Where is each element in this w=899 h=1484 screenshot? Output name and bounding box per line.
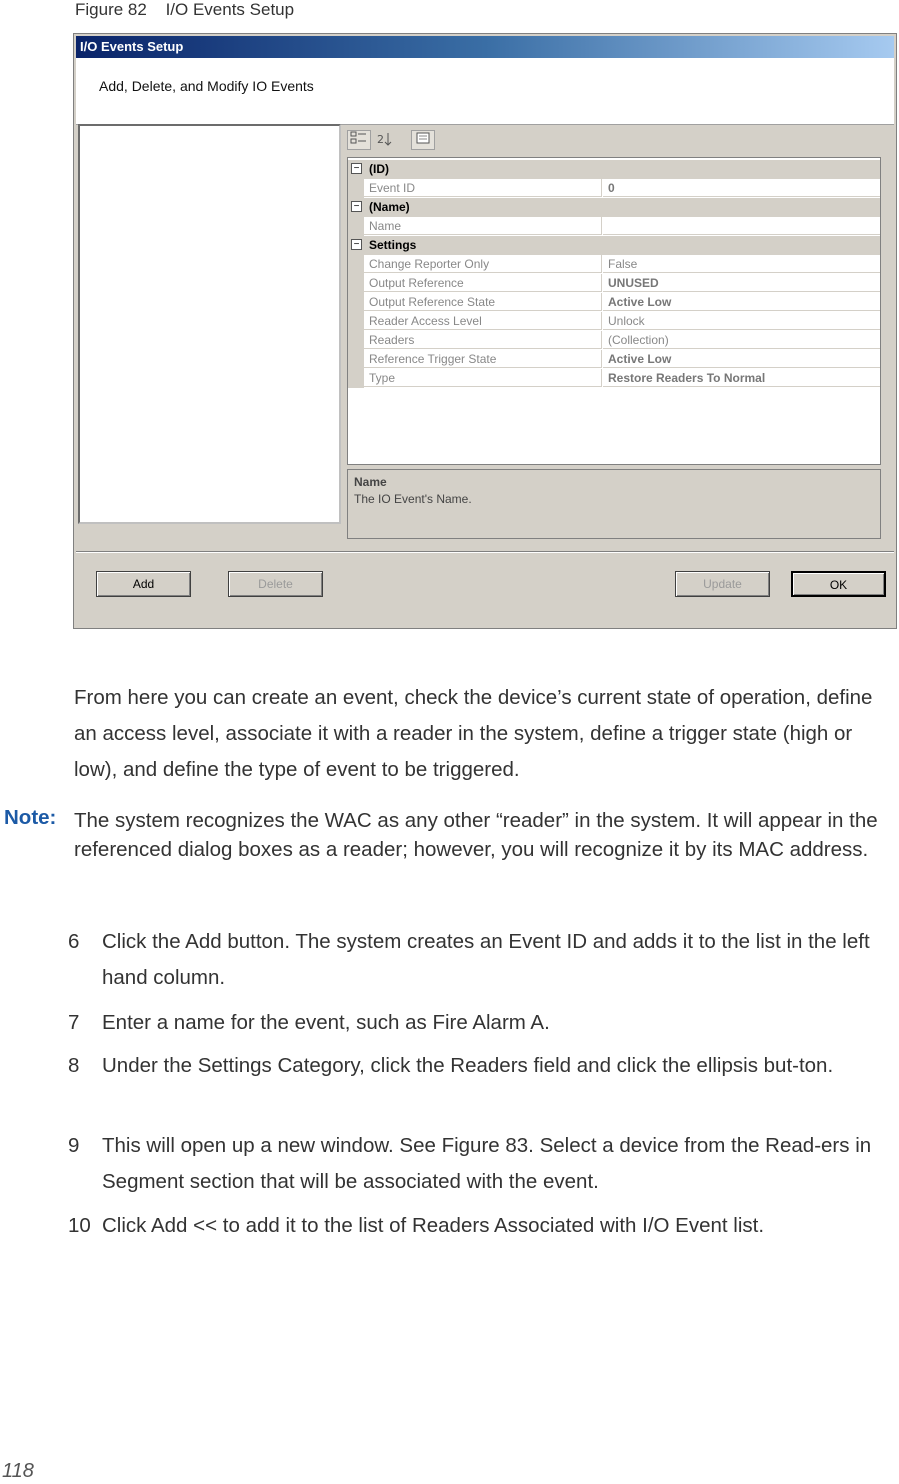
property-name: Event ID (364, 179, 602, 197)
property-row-output-reference-state[interactable] (348, 293, 880, 312)
property-row-event-id[interactable] (348, 179, 880, 198)
step-item (68, 1005, 893, 1041)
figure-caption (75, 0, 294, 20)
property-name: Name (364, 217, 602, 235)
categorized-icon[interactable] (347, 130, 371, 150)
step-number: 6 (68, 930, 80, 953)
step-text: Under the Settings Category, click the Readers field and click the ellipsis but-ton. (102, 1054, 834, 1077)
figure-title: I/O Events Setup (165, 0, 295, 19)
event-list[interactable] (78, 124, 341, 524)
property-row-reference-trigger-state[interactable] (348, 350, 880, 369)
step-item (68, 1208, 893, 1244)
category-settings[interactable]: − Settings (348, 236, 880, 255)
figure-number: Figure 82 (75, 0, 147, 19)
property-name: Reference Trigger State (364, 350, 602, 368)
dialog-header (76, 58, 894, 125)
step-number: 9 (68, 1134, 80, 1157)
body-paragraph: From here you can create an event, check the device’s current state of operation, define an access level, associate it with a reader in the system, define a trigger state (high or low), and define the type of event to be triggered. (74, 686, 873, 781)
property-name: Readers (364, 331, 602, 349)
step-number: 8 (68, 1054, 80, 1077)
description-text: The IO Event's Name. (354, 492, 472, 506)
ok-button[interactable]: OK (791, 571, 886, 597)
property-value[interactable]: Active Low (603, 293, 880, 311)
step-item (68, 1128, 893, 1200)
note-text: The system recognizes the WAC as any other “reader” in the system. It will appear in the referenced dialog boxes as a reader; however, you will recognize it by its MAC address. (74, 809, 878, 861)
property-value[interactable]: 0 (603, 179, 880, 197)
property-value[interactable]: False (603, 255, 880, 273)
delete-button[interactable]: Delete (228, 571, 323, 597)
property-row-name[interactable] (348, 217, 880, 236)
description-title: Name (354, 475, 387, 489)
step-item (68, 924, 893, 996)
sort-alphabetical-icon[interactable] (373, 130, 397, 150)
property-value[interactable]: (Collection) (603, 331, 880, 349)
add-button[interactable]: Add (96, 571, 191, 597)
note-label: Note: (4, 806, 57, 829)
update-button[interactable]: Update (675, 571, 770, 597)
property-name: Type (364, 369, 602, 387)
dialog-subtitle: Add, Delete, and Modify IO Events (99, 78, 314, 94)
property-pages-icon[interactable] (411, 130, 435, 150)
property-name: Reader Access Level (364, 312, 602, 330)
property-row-reader-access-level[interactable] (348, 312, 880, 331)
property-value[interactable]: Unlock (603, 312, 880, 330)
property-value[interactable] (603, 217, 880, 235)
step-number: 10 (68, 1214, 91, 1237)
io-events-dialog (73, 33, 897, 629)
collapse-icon[interactable]: − (351, 163, 362, 174)
property-row-type[interactable] (348, 369, 880, 388)
divider (76, 551, 894, 553)
svg-text:2: 2 (377, 133, 384, 146)
property-name: Output Reference (364, 274, 602, 292)
step-text: Click the Add button. The system creates an Event ID and adds it to the list in the left hand column. (102, 930, 870, 989)
property-value[interactable]: Active Low (603, 350, 880, 368)
collapse-icon[interactable]: − (351, 201, 362, 212)
property-grid (347, 157, 881, 465)
property-row-readers[interactable] (348, 331, 880, 350)
category-id[interactable]: − (ID) (348, 160, 880, 179)
property-value[interactable]: UNUSED (603, 274, 880, 292)
property-description (347, 469, 881, 539)
property-row-output-reference[interactable] (348, 274, 880, 293)
property-value[interactable]: Restore Readers To Normal (603, 369, 880, 387)
dialog-titlebar[interactable]: I/O Events Setup (76, 36, 894, 58)
category-name[interactable]: − (Name) (348, 198, 880, 217)
step-text: Click Add << to add it to the list of Readers Associated with I/O Event list. (102, 1214, 765, 1237)
property-row-change-reporter-only[interactable] (348, 255, 880, 274)
step-text: This will open up a new window. See Figure 83. Select a device from the Read-ers in Segment section that will be associated with the event. (102, 1134, 872, 1193)
step-text: Enter a name for the event, such as Fire Alarm A. (102, 1011, 550, 1034)
property-name: Change Reporter Only (364, 255, 602, 273)
step-item (68, 1048, 893, 1084)
property-name: Output Reference State (364, 293, 602, 311)
collapse-icon[interactable]: − (351, 239, 362, 250)
page-number: 118 (2, 1460, 34, 1482)
step-number: 7 (68, 1011, 80, 1034)
